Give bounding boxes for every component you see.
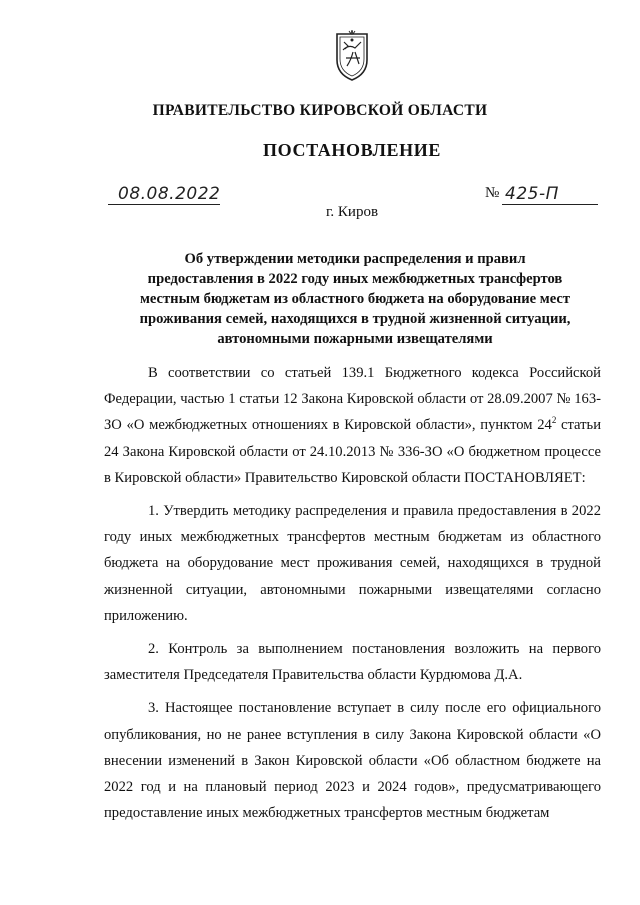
preamble-text-part1: В соответствии со статьей 139.1 Бюджетного кодекса Российской Федерации, частью 1 статьи 12 Закона Кировской области от 28.09.2007 № 163-ЗО «О межбюджетных отношениях в Кировской области», пунктом 24 <box>104 365 601 434</box>
preamble-paragraph <box>104 360 601 491</box>
clause-3: 3. Настоящее постановление вступает в силу после его официального опубликования, но не ранее вступления в силу Закона Кировской области «О внесении изменений в Закон Кировской области «Об областном бюджете на 2022 год и на плановый период 2023 и 2024 годов», предусматривающего предоставление иных межбюджетных трансфертов местным бюджетам <box>104 700 601 822</box>
document-type-heading: ПОСТАНОВЛЕНИЕ <box>263 140 441 160</box>
preamble-text-part2: статьи 24 Закона Кировской области от 24.10.2013 № 336-ЗО «О бюджетном процессе в Кировской области» Правительство Кировской области ПОСТАНОВЛЯЕТ: <box>104 417 602 486</box>
number-label: № <box>485 185 500 201</box>
document-body <box>104 360 601 833</box>
government-name: ПРАВИТЕЛЬСТВО КИРОВСКОЙ ОБЛАСТИ <box>152 102 488 119</box>
preamble-superscript: 2 <box>551 415 557 426</box>
document-date: 08.08.2022 <box>118 184 221 204</box>
clause-1: 1. Утвердить методику распределения и правила предоставления в 2022 году иных межбюджетных трансфертов местным бюджетам из областного бюджета на оборудование мест проживания семей, находящихся в трудной жизненной ситуации, автономными пожарными извещателями согласно приложению. <box>104 503 601 624</box>
document-title: Об утверждении методики распределения и правил предоставления в 2022 году иных межбюджетных трансфертов местным бюджетам из областного бюджета на оборудование мест проживания семей, находящихся в трудной жизненной ситуации, автономными пожарными извещателями <box>139 251 571 347</box>
city-label: г. Киров <box>325 204 379 220</box>
clause-2: 2. Контроль за выполнением постановления возложить на первого заместителя Председателя Правительства области Курдюмова Д.А. <box>104 641 601 684</box>
document-number: 425-П <box>505 184 559 204</box>
kirov-coat-of-arms-icon <box>331 30 373 82</box>
